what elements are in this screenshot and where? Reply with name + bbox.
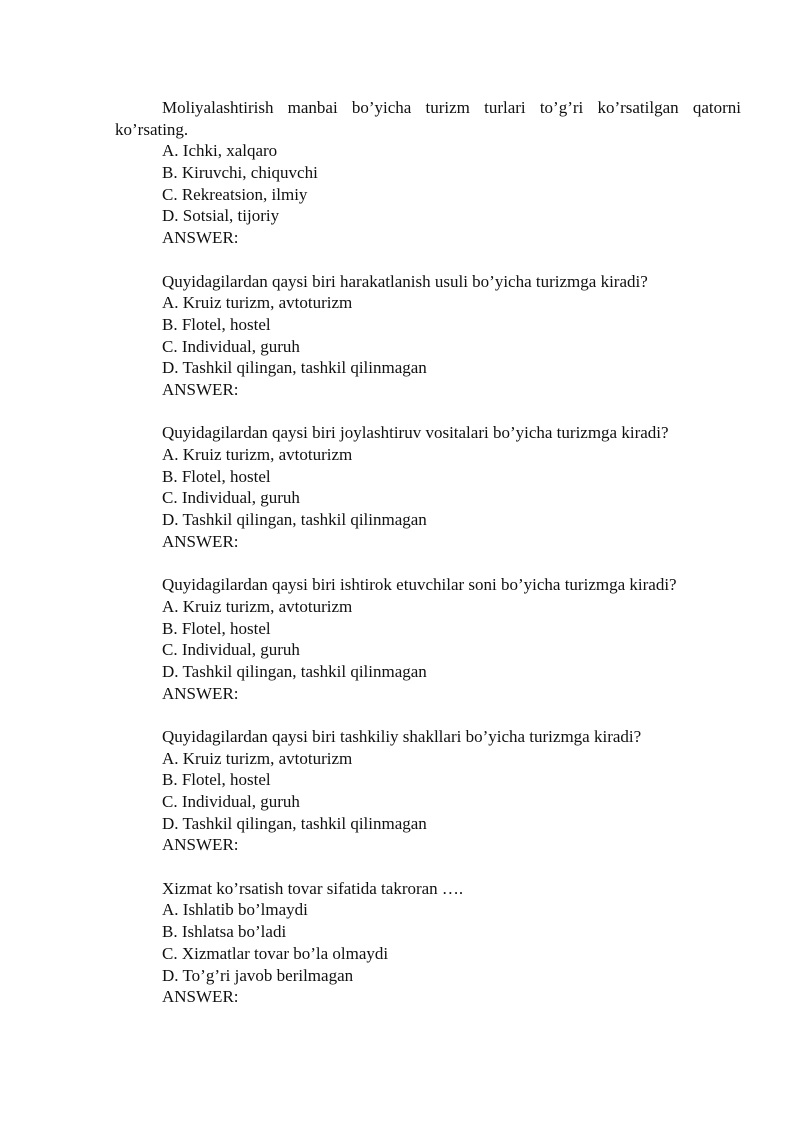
answer-label: ANSWER: <box>162 683 239 703</box>
answer-label: ANSWER: <box>162 228 239 248</box>
question-block-5 <box>115 726 741 856</box>
option-c: C. Individual, guruh <box>162 488 300 508</box>
option-d: D. Sotsial, tijoriy <box>162 206 280 226</box>
answer-label: ANSWER: <box>162 987 239 1007</box>
question-block-6 <box>115 878 741 1008</box>
option-a: A. Kruiz turizm, avtoturizm <box>162 293 353 313</box>
option-b: B. Flotel, hostel <box>162 314 271 334</box>
question-text: Xizmat ko’rsatish tovar sifatida takroran …. <box>162 878 464 898</box>
option-a: A. Ichki, xalqaro <box>162 141 278 161</box>
option-c: C. Xizmatlar tovar bo’la olmaydi <box>162 943 389 963</box>
option-c: C. Individual, guruh <box>162 792 300 812</box>
option-b: B. Flotel, hostel <box>162 770 271 790</box>
option-c: C. Individual, guruh <box>162 336 300 356</box>
question-block-2 <box>115 271 741 401</box>
question-block-4 <box>115 574 741 704</box>
question-text: Quyidagilardan qaysi biri ishtirok etuvchilar soni bo’yicha turizmga kiradi? <box>162 575 677 595</box>
option-a: A. Kruiz turizm, avtoturizm <box>162 748 353 768</box>
answer-label: ANSWER: <box>162 379 239 399</box>
question-text: Moliyalashtirish manbai bo’yicha turizm turlari to’g’ri ko’rsatilgan qatorni ko’rsating. <box>115 98 741 139</box>
option-a: A. Kruiz turizm, avtoturizm <box>162 596 353 616</box>
question-block-3 <box>115 422 741 552</box>
option-b: B. Kiruvchi, chiquvchi <box>162 163 318 183</box>
answer-label: ANSWER: <box>162 835 239 855</box>
option-a: A. Ishlatib bo’lmaydi <box>162 900 308 920</box>
option-b: B. Flotel, hostel <box>162 618 271 638</box>
option-d: D. To’g’ri javob berilmagan <box>162 965 354 985</box>
question-text: Quyidagilardan qaysi biri tashkiliy shakllari bo’yicha turizmga kiradi? <box>162 726 642 746</box>
question-list <box>115 97 741 1030</box>
question-block-1 <box>115 97 741 249</box>
option-b: B. Ishlatsa bo’ladi <box>162 922 287 942</box>
question-text: Quyidagilardan qaysi biri joylashtiruv vositalari bo’yicha turizmga kiradi? <box>162 423 669 443</box>
option-d: D. Tashkil qilingan, tashkil qilinmagan <box>162 813 427 833</box>
option-c: C. Individual, guruh <box>162 640 300 660</box>
option-a: A. Kruiz turizm, avtoturizm <box>162 445 353 465</box>
option-d: D. Tashkil qilingan, tashkil qilinmagan <box>162 358 427 378</box>
option-b: B. Flotel, hostel <box>162 466 271 486</box>
option-d: D. Tashkil qilingan, tashkil qilinmagan <box>162 661 427 681</box>
option-c: C. Rekreatsion, ilmiy <box>162 184 308 204</box>
question-text: Quyidagilardan qaysi biri harakatlanish usuli bo’yicha turizmga kiradi? <box>162 271 648 291</box>
answer-label: ANSWER: <box>162 531 239 551</box>
option-d: D. Tashkil qilingan, tashkil qilinmagan <box>162 510 427 530</box>
